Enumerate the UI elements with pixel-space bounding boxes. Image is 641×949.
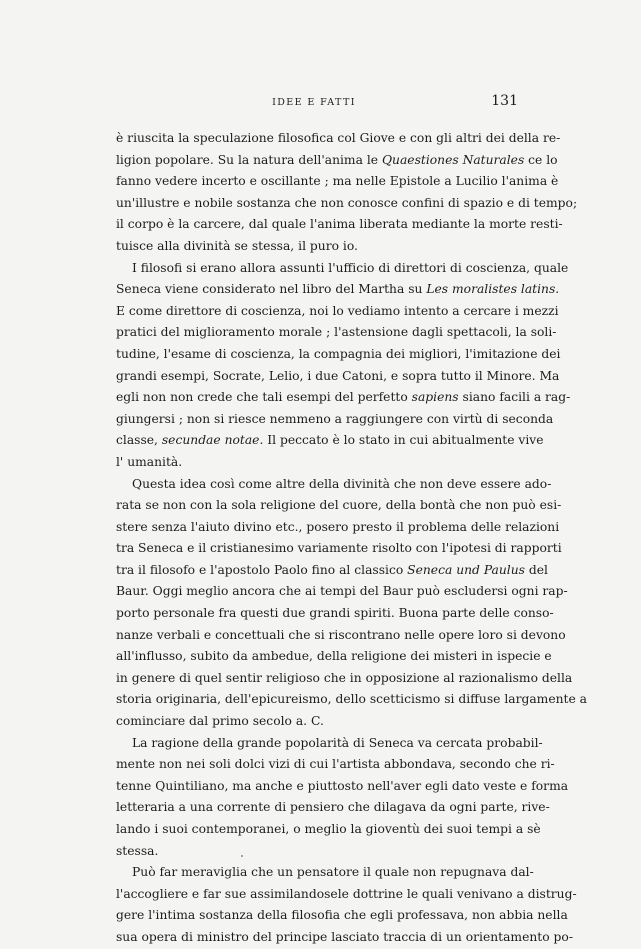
text-line — [116, 711, 508, 733]
text-run: stere senza l'aiuto divino etc., posero presto il problema delle relazioni — [116, 519, 560, 534]
text-line — [116, 517, 560, 539]
text-line — [116, 927, 573, 949]
text-run: l'accogliere e far sue assimilandosele dottrine le quali venivano a distrug- — [116, 886, 577, 901]
text-line — [116, 603, 554, 625]
text-run: porto personale fra questi due grandi spiriti. Buona parte delle conso- — [116, 606, 554, 621]
italic-text: Quaestiones Naturales — [381, 152, 525, 167]
text-line — [116, 581, 568, 603]
text-run: all'influsso, subito da ambedue, della religione dei misteri in ispecie e — [116, 649, 552, 664]
text-line — [116, 625, 566, 647]
text-line — [116, 474, 552, 496]
text-line — [116, 495, 562, 517]
body-text — [116, 128, 587, 949]
text-run: nanze verbali e concettuali che si riscontrano nelle opere loro si devono — [116, 627, 566, 642]
text-run: giungersi ; non si riesce nemmeno a raggiungere con virtù di seconda — [116, 411, 554, 426]
text-run: egli non non crede che tali esempi del perfetto — [116, 390, 412, 405]
text-line — [116, 344, 561, 366]
text-run: mente non nei soli dolci vizi di cui l'artista abbondava, secondo che ri- — [116, 757, 555, 772]
text-line — [116, 236, 508, 258]
text-run: fanno vedere incerto e oscillante ; ma nelle Epistole a Lucilio l'anima è — [116, 174, 559, 189]
text-line — [116, 171, 559, 193]
text-run: E come direttore di coscienza, noi lo vediamo intento a cercare i mezzi — [116, 303, 559, 318]
text-run: rata se non con la sola religione del cuore, della bontà che non può esi- — [116, 498, 562, 513]
text-run: il corpo è la carcere, dal quale l'anima liberata mediante la morte resti- — [116, 217, 563, 232]
text-line — [116, 776, 569, 798]
text-line — [116, 322, 557, 344]
text-line — [116, 646, 552, 668]
text-line — [116, 819, 541, 841]
text-line — [116, 366, 560, 388]
text-line — [116, 214, 563, 236]
text-run: è riuscita la speculazione filosofica col Giove e con gli altri dei della re- — [116, 131, 561, 145]
text-run: un'illustre e nobile sostanza che non conosce confini di spazio e di tempo; — [116, 195, 578, 210]
text-run: tenne Quintiliano, ma anche e piuttosto nell'aver egli dato veste e forma — [116, 778, 569, 793]
text-run: ce lo — [524, 152, 558, 167]
text-line — [116, 905, 568, 927]
text-run: I filosofi si erano allora assunti l'ufficio di direttori di coscienza, quale — [132, 260, 569, 275]
text-line — [116, 409, 554, 431]
italic-text: secundae notae. — [161, 433, 264, 448]
text-line — [116, 150, 558, 172]
text-run: tudine, l'esame di coscienza, la compagnia dei migliori, l'imitazione dei — [116, 346, 561, 361]
text-run: letteraria a una corrente di pensiero che dilagava da ogni parte, rive- — [116, 800, 550, 815]
text-line — [116, 193, 578, 215]
text-run: Baur. Oggi meglio ancora che ai tempi del Baur può escludersi ogni rap- — [116, 584, 568, 599]
text-line — [116, 841, 508, 863]
running-title: IDEE E FATTI — [272, 97, 356, 108]
text-run: tuisce alla divinità se stessa, il puro io. — [116, 238, 358, 253]
text-run: pratici del miglioramento morale ; l'astensione dagli spettacoli, la soli- — [116, 325, 557, 340]
text-run: lando i suoi contemporanei, o meglio la gioventù dei suoi tempi a sè — [116, 822, 541, 836]
text-run: Seneca viene considerato nel libro del Martha su — [116, 282, 427, 297]
text-line — [116, 430, 544, 452]
text-line — [116, 279, 560, 301]
text-line — [116, 668, 573, 690]
text-line — [116, 560, 548, 582]
text-line — [116, 387, 571, 409]
italic-text: sapiens — [411, 390, 459, 405]
text-run: tra Seneca e il cristianesimo variamente risolto con l'ipotesi di rapporti — [116, 541, 562, 556]
text-run: tra il filosofo e l'apostolo Paolo fino al classico — [116, 562, 408, 577]
paper-speck — [241, 855, 243, 857]
text-run: Questa idea così come altre della divinità che non deve essere ado- — [132, 476, 552, 491]
italic-text: Seneca und Paulus — [407, 562, 525, 577]
running-head — [110, 93, 518, 113]
text-run: ligion popolare. Su la natura dell'anima le — [116, 152, 382, 167]
text-run: stessa. — [116, 843, 159, 858]
text-line — [116, 452, 508, 474]
text-run: in genere di quel sentir religioso che in opposizione al razionalismo della — [116, 670, 573, 685]
text-run: Il peccato è lo stato in cui abitualmente vive — [263, 433, 544, 448]
text-line — [116, 754, 555, 776]
text-run: storia originaria, dell'epicureismo, dello scetticismo si diffuse largamente a — [116, 692, 587, 707]
text-line — [116, 689, 587, 711]
text-run: l' umanità. — [116, 454, 183, 469]
text-run: cominciare dal primo secolo a. C. — [116, 714, 324, 729]
text-run: classe, — [116, 433, 162, 448]
text-run: grandi esempi, Socrate, Lelio, i due Catoni, e sopra tutto il Minore. Ma — [116, 368, 560, 383]
text-line — [116, 862, 534, 884]
text-run: del — [524, 562, 548, 577]
text-run: gere l'intima sostanza della filosofia che egli professava, non abbia nella — [116, 908, 568, 923]
text-run: sua opera di ministro del principe lasciato traccia di un orientamento po- — [116, 929, 573, 944]
text-line — [116, 128, 561, 150]
text-line — [116, 797, 550, 819]
text-line — [116, 301, 559, 323]
text-run: Può far meraviglia che un pensatore il quale non repugnava dal- — [132, 865, 534, 880]
text-line — [116, 884, 577, 906]
text-line — [116, 538, 562, 560]
italic-text: Les moralistes latins. — [426, 282, 560, 297]
page-number: 131 — [491, 93, 518, 109]
text-line — [116, 258, 569, 280]
text-line — [116, 733, 543, 755]
text-run: siano facili a rag- — [458, 390, 571, 405]
text-run: La ragione della grande popolarità di Seneca va cercata probabil- — [132, 735, 543, 750]
